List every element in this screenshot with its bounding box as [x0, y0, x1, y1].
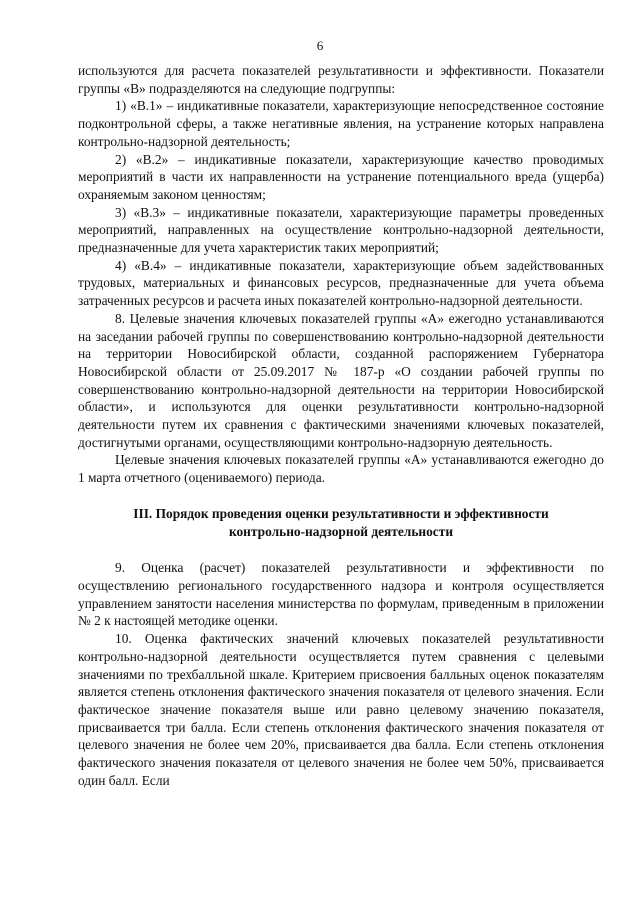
list-item-b3: 3) «В.3» – индикативные показатели, характеризующие параметры проведенных мероприятий, направленных на осуществление контрольно-надзорной деятельности, предназначенные для учета характеристик таких мероприятий; [78, 204, 604, 256]
document-body [78, 62, 604, 789]
paragraph-continuation: используются для расчета показателей результативности и эффективности. Показатели группы «В» подразделяются на следующие подгруппы: [78, 63, 604, 96]
paragraph-9: 9. Оценка (расчет) показателей результативности и эффективности по осуществлению регионального государственного надзора и контроля осуществляется управлением занятости населения министерства по формулам, приведенным в приложении № 2 к настоящей методике оценки. [78, 560, 604, 629]
paragraph-10: 10. Оценка фактических значений ключевых показателей результативности контрольно-надзорной деятельности осуществляется путем сравнения с целевыми значениями по трехбалльной шкале. Критерием присвоения балльных оценок показателям является степень отклонения фактического значения показателя от целевого значения. Если фактическое значение показателя выше или равно целевому значению показателя, присваивается три балла. Если степень отклонения фактического значения показателя от целевого значения не более чем 20%, присваивается два балла. Если степень отклонения фактического значения показателя от целевого значения не более чем 50%, присваивается один балл. Если [78, 631, 604, 788]
page-number: 6 [316, 38, 324, 53]
section-heading-line-1: III. Порядок проведения оценки результативности и эффективности [133, 505, 549, 521]
list-item-b1: 1) «В.1» – индикативные показатели, характеризующие непосредственное состояние подконтрольной сферы, а также негативные явления, на устранение которых направлена контрольно-надзорной деятельность; [78, 98, 604, 149]
section-heading-line-2: контрольно-надзорной деятельности [228, 523, 454, 539]
list-item-b4: 4) «В.4» – индикативные показатели, характеризующие объем задействованных трудовых, материальных и финансовых ресурсов, предназначенные для учета объема затраченных ресурсов и расчета иных показателей контрольно-надзорной деятельности. [78, 257, 604, 309]
paragraph-target-values: Целевые значения ключевых показателей группы «А» устанавливаются ежегодно до 1 марта отчетного (оцениваемого) периода. [78, 452, 604, 486]
section-heading [78, 505, 604, 540]
list-item-b2: 2) «В.2» – индикативные показатели, характеризующие качество проводимых мероприятий в части их направленности на устранение потенциального вреда (ущерба) охраняемым законом ценностям; [78, 151, 604, 202]
paragraph-8: 8. Целевые значения ключевых показателей группы «А» ежегодно устанавливаются на заседании рабочей группы по совершенствованию контрольно-надзорной деятельности на территории Новосибирской области, созданной распоряжением Губернатора Новосибирской области от 25.09.2017 № 187-р «О создании рабочей группы по совершенствованию контрольно-надзорной деятельности на территории Новосибирской области», и используются для оценки результативности контрольно-надзорной деятельности путем их сравнения с фактическими значениями ключевых показателей, достигнутыми органами, осуществляющими контрольно-надзорную деятельность. [78, 310, 604, 450]
